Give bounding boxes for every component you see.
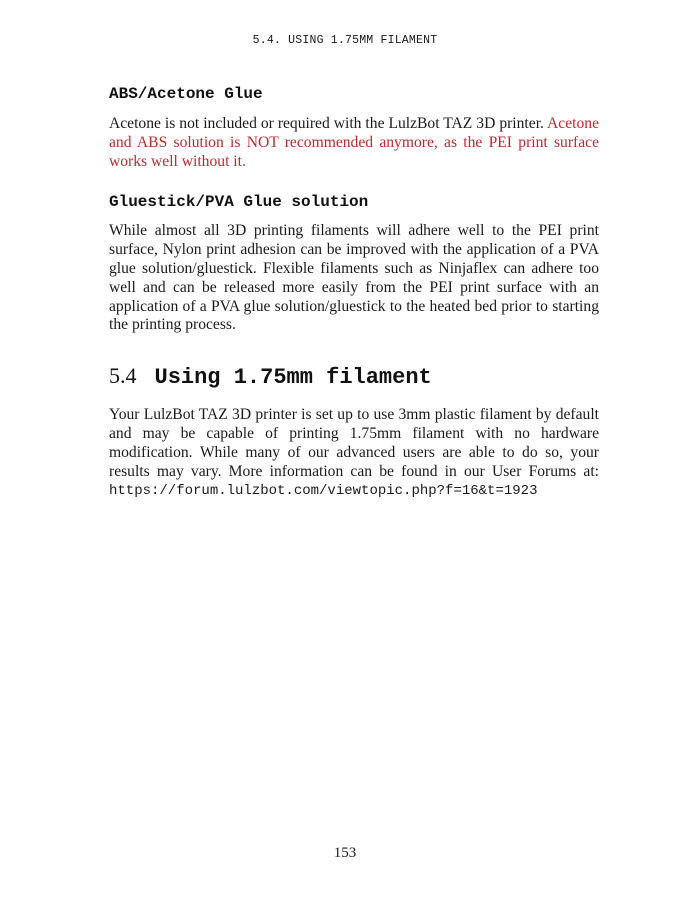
page-number: 153 xyxy=(333,845,357,861)
abs-acetone-glue-paragraph xyxy=(109,115,599,171)
gluestick-pva-title: Gluestick/PVA Glue solution xyxy=(109,193,369,212)
gluestick-pva-paragraph: While almost all 3D printing filaments will adhere well to the PEI print surface, Nylon print adhesion can be improved with the application of a PVA glue solution/gluestick. Flexible filaments such as Ninjaflex can adhere too well and can be released more easily from the PEI print surface with an application of a PVA glue solution/gluestick to the heated bed prior to starting the printing process. xyxy=(109,222,599,334)
section-body-text: Your LulzBot TAZ 3D printer is set up to use 3mm plastic filament by default and may be capable of printing 1.75mm filament with no hardware modification. While many of our advanced users are able to do so, your results may vary. More information can be found in our User Forums at: xyxy=(109,406,599,480)
running-header: 5.4. USING 1.75MM FILAMENT xyxy=(252,34,438,47)
abs-acetone-warning: Acetone and ABS solution is NOT recommended anymore, as the PEI print surface works well without it. xyxy=(109,115,599,170)
abs-acetone-note: Acetone is not included or required with the LulzBot TAZ 3D printer. xyxy=(109,115,544,132)
section-paragraph xyxy=(109,406,599,501)
section-heading xyxy=(109,361,599,393)
section-title: Using 1.75mm filament xyxy=(154,365,432,391)
section-number: 5.4 xyxy=(109,363,137,389)
forum-link[interactable]: https://forum.lulzbot.com/viewtopic.php?f=16&t=1923 xyxy=(109,483,538,500)
abs-acetone-glue-title: ABS/Acetone Glue xyxy=(109,85,263,103)
page-content xyxy=(109,80,599,501)
